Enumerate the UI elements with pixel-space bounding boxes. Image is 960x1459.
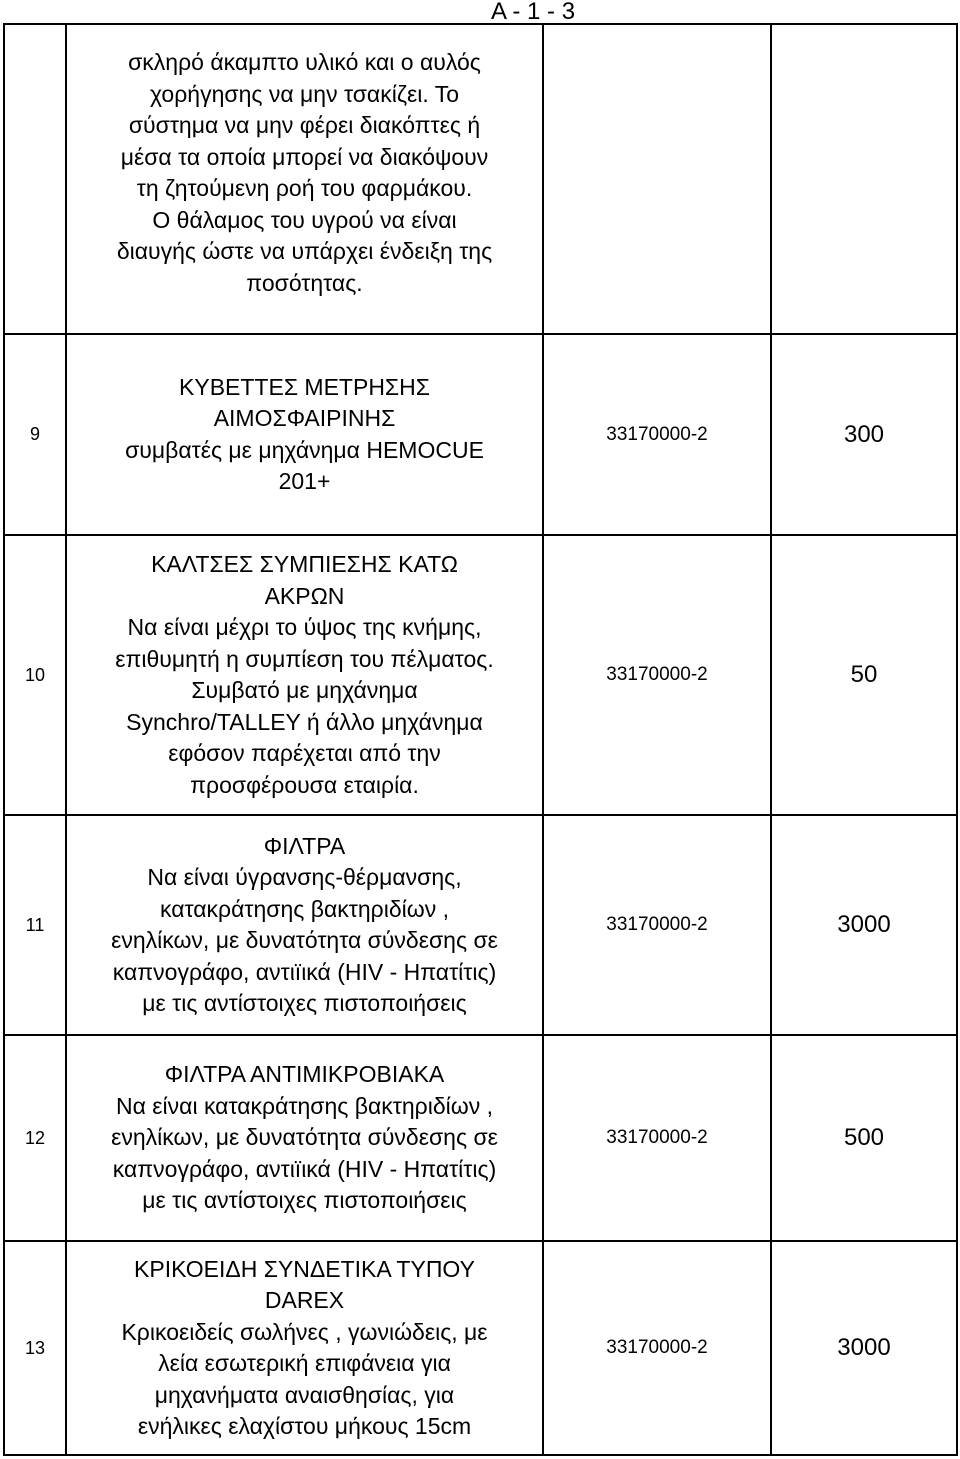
- quantity: 3000: [771, 815, 957, 1035]
- cpv-code: [543, 24, 771, 334]
- description-line: με τις αντίστοιχες πιστοποιήσεις: [142, 990, 467, 1016]
- quantity: 3000: [771, 1241, 957, 1455]
- description-line: ΚΥΒΕΤΤΕΣ ΜΕΤΡΗΣΗΣ: [179, 373, 430, 400]
- description-line: ενηλίκων, με δυνατότητα σύνδεσης σε: [111, 1124, 498, 1151]
- description-line: καπνογράφο, αντιïικά (HIV - Ηπατίτις): [112, 958, 497, 985]
- description-line: επιθυμητή η συμπίεση του πέλματος.: [115, 645, 494, 672]
- description-line: ΚΡΙΚΟΕΙΔΗ ΣΥΝΔΕΤΙΚΑ ΤΥΠΟΥ: [134, 1255, 475, 1282]
- item-number: 11: [4, 815, 66, 1035]
- page-reference: Α - 1 - 3: [491, 0, 576, 25]
- description-line: ΦΙΛΤΡΑ ΑΝΤΙΜΙΚΡΟΒΙΑΚΑ: [164, 1061, 445, 1088]
- table-row: [4, 815, 957, 1035]
- table-row: [4, 1241, 957, 1455]
- table-row: [4, 1035, 957, 1241]
- description-line: Να είναι ύγρανσης-θέρμανσης,: [147, 864, 462, 890]
- description-line: μηχανήματα αναισθησίας, για: [154, 1381, 455, 1408]
- item-description: [66, 815, 543, 1035]
- quantity: 50: [771, 535, 957, 815]
- description-line: ΑΚΡΩΝ: [264, 582, 345, 609]
- item-number: 9: [4, 334, 66, 535]
- description-line: Να είναι μέχρι το ύψος της κνήμης,: [127, 614, 482, 640]
- quantity: 500: [771, 1035, 957, 1241]
- description-line: με τις αντίστοιχες πιστοποιήσεις: [142, 1187, 467, 1214]
- description-line: προσφέρουσα εταιρία.: [190, 771, 419, 798]
- cpv-code: 33170000-2: [543, 334, 771, 535]
- item-description: [66, 334, 543, 535]
- description-line: ΑΙΜΟΣΦΑΙΡΙΝΗΣ: [213, 405, 396, 431]
- item-description: [66, 1241, 543, 1455]
- item-number: 12: [4, 1035, 66, 1241]
- description-line: Ο θάλαμος του υγρού να είναι: [152, 206, 457, 233]
- description-line: λεία εσωτερική επιφάνεια για: [158, 1350, 451, 1376]
- cpv-code: 33170000-2: [543, 1241, 771, 1455]
- description-line: Synchro/TALLEY ή άλλο μηχάνημα: [126, 708, 483, 735]
- description-line: ΦΙΛΤΡΑ: [263, 832, 346, 859]
- description-line: καπνογράφο, αντιïικά (HIV - Ηπατίτις): [112, 1155, 497, 1182]
- item-description: [66, 535, 543, 815]
- description-line: Κρικοειδείς σωλήνες , γωνιώδεις, με: [121, 1318, 488, 1345]
- item-description: [66, 24, 543, 334]
- table-row: [4, 334, 957, 535]
- quantity: [771, 24, 957, 334]
- cpv-code: 33170000-2: [543, 815, 771, 1035]
- items-table: [3, 23, 958, 1456]
- cpv-code: 33170000-2: [543, 1035, 771, 1241]
- table-row: [4, 24, 957, 334]
- cpv-code: 33170000-2: [543, 535, 771, 815]
- description-line: εφόσον παρέχεται από την: [168, 740, 441, 766]
- description-line: ΚΑΛΤΣΕΣ ΣΥΜΠΙΕΣΗΣ ΚΑΤΩ: [151, 551, 458, 577]
- description-line: Να είναι κατακράτησης βακτηριδίων ,: [116, 1092, 493, 1119]
- item-number: 13: [4, 1241, 66, 1455]
- description-line: Συμβατό με μηχάνημα: [191, 677, 418, 703]
- quantity: 300: [771, 334, 957, 535]
- description-line: διαυγής ώστε να υπάρχει ένδειξη της: [116, 238, 493, 264]
- description-line: DAREX: [264, 1287, 345, 1313]
- description-line: κατακράτησης βακτηριδίων ,: [159, 895, 450, 922]
- description-line: σκληρό άκαμπτο υλικό και ο αυλός: [128, 49, 481, 75]
- description-line: μέσα τα οποία μπορεί να διακόψουν: [120, 143, 489, 170]
- description-line: τη ζητούμενη ροή του φαρμάκου.: [136, 175, 473, 201]
- description-line: ποσότητας.: [246, 269, 363, 296]
- description-line: χορήγησης να μην τσακίζει. Το: [149, 80, 460, 107]
- description-line: συμβατές με μηχάνημα HEMOCUE: [125, 436, 484, 463]
- description-line: ενηλίκων, με δυνατότητα σύνδεσης σε: [111, 927, 498, 953]
- description-line: σύστημα να μην φέρει διακόπτες ή: [128, 112, 481, 138]
- item-number: [4, 24, 66, 334]
- item-number: 10: [4, 535, 66, 815]
- description-line: 201+: [278, 468, 331, 494]
- table-row: [4, 535, 957, 815]
- item-description: [66, 1035, 543, 1241]
- description-line: ενήλικες ελαχίστου μήκους 15cm: [137, 1413, 472, 1439]
